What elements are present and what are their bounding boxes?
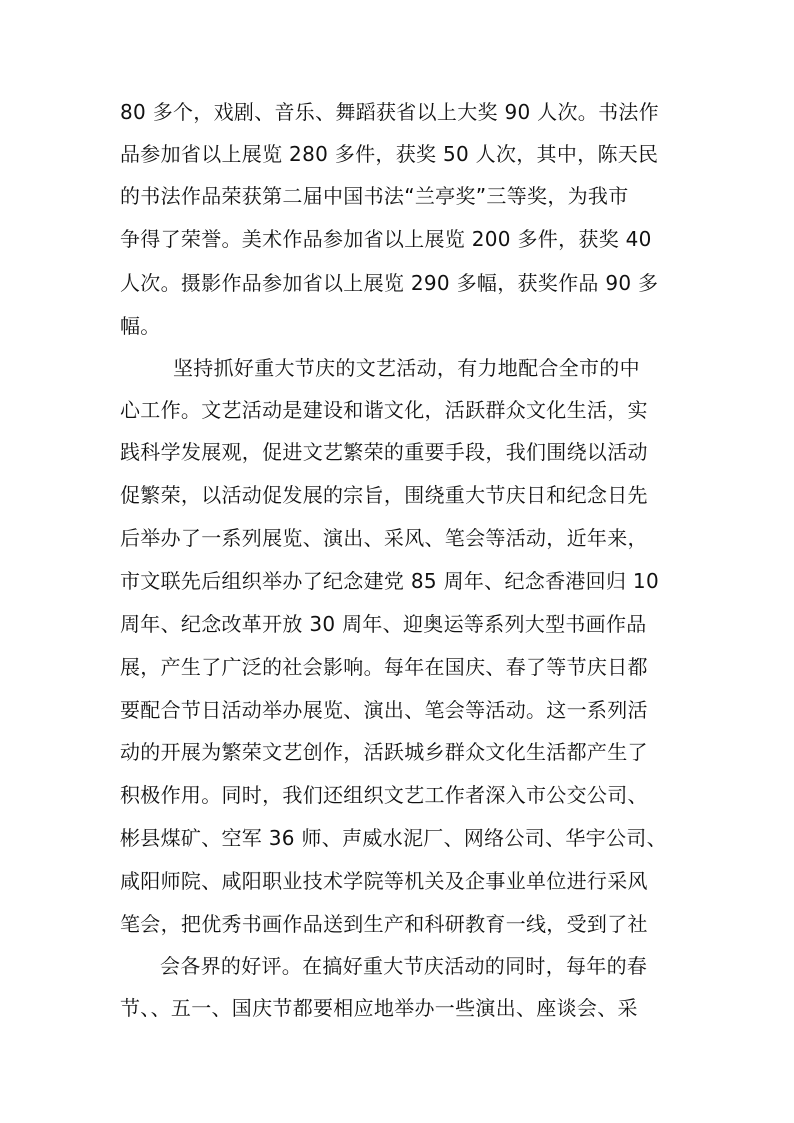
text-line: 市文联先后组织举办了纪念建党 85 周年、纪念香港回归 10 <box>120 569 659 593</box>
text-line: 要配合节日活动举办展览、演出、笔会等活动。这一系列活 <box>120 698 648 722</box>
text-line: 争得了荣誉。美术作品参加省以上展览 200 多件，获奖 40 <box>120 227 652 251</box>
text-line: 积极作用。同时，我们还组织文艺工作者深入市公交公司、 <box>120 783 648 807</box>
paragraph-first-line: 坚持抓好重大节庆的文艺活动，有力地配合全市的中 <box>173 356 640 380</box>
text-line: 心工作。文艺活动是建设和谐文化，活跃群众文化生活，实 <box>120 398 648 422</box>
text-line: 彬县煤矿、空军 36 师、声威水泥厂、网络公司、华宇公司、 <box>120 826 667 850</box>
paragraph-line: 会各界的好评。在搞好重大节庆活动的同时，每年的春 <box>160 954 648 978</box>
text-line: 品参加省以上展览 280 多件，获奖 50 人次，其中，陈天民 <box>120 142 659 166</box>
text-line: 动的开展为繁荣文艺创作，活跃城乡群众文化生活都产生了 <box>120 740 648 764</box>
text-line: 幅。 <box>120 314 161 338</box>
text-line: 后举办了一系列展览、演出、采风、笔会等活动，近年来， <box>120 526 648 550</box>
text-line: 周年、纪念改革开放 30 周年、迎奥运等系列大型书画作品 <box>120 612 647 636</box>
text-line: 笔会，把优秀书画作品送到生产和科研教育一线，受到了社 <box>120 912 648 936</box>
text-line: 践科学发展观，促进文艺繁荣的重要手段，我们围绕以活动 <box>120 440 648 464</box>
text-line: 80 多个，戏剧、音乐、舞蹈获省以上大奖 90 人次。书法作 <box>120 100 659 124</box>
text-line: 节、、五一、国庆节都要相应地举办一些演出、座谈会、采 <box>120 996 638 1020</box>
text-line: 展，产生了广泛的社会影响。每年在国庆、春了等节庆日都 <box>120 655 648 679</box>
text-line: 咸阳师院、咸阳职业技术学院等机关及企事业单位进行采风 <box>120 869 648 893</box>
text-line: 人次。摄影作品参加省以上展览 290 多幅，获奖作品 90 多 <box>120 271 659 295</box>
text-line: 的书法作品荣获第二届中国书法“兰亭奖”三等奖，为我市 <box>120 184 629 208</box>
text-line: 促繁荣，以活动促发展的宗旨，围绕重大节庆日和纪念日先 <box>120 483 648 507</box>
